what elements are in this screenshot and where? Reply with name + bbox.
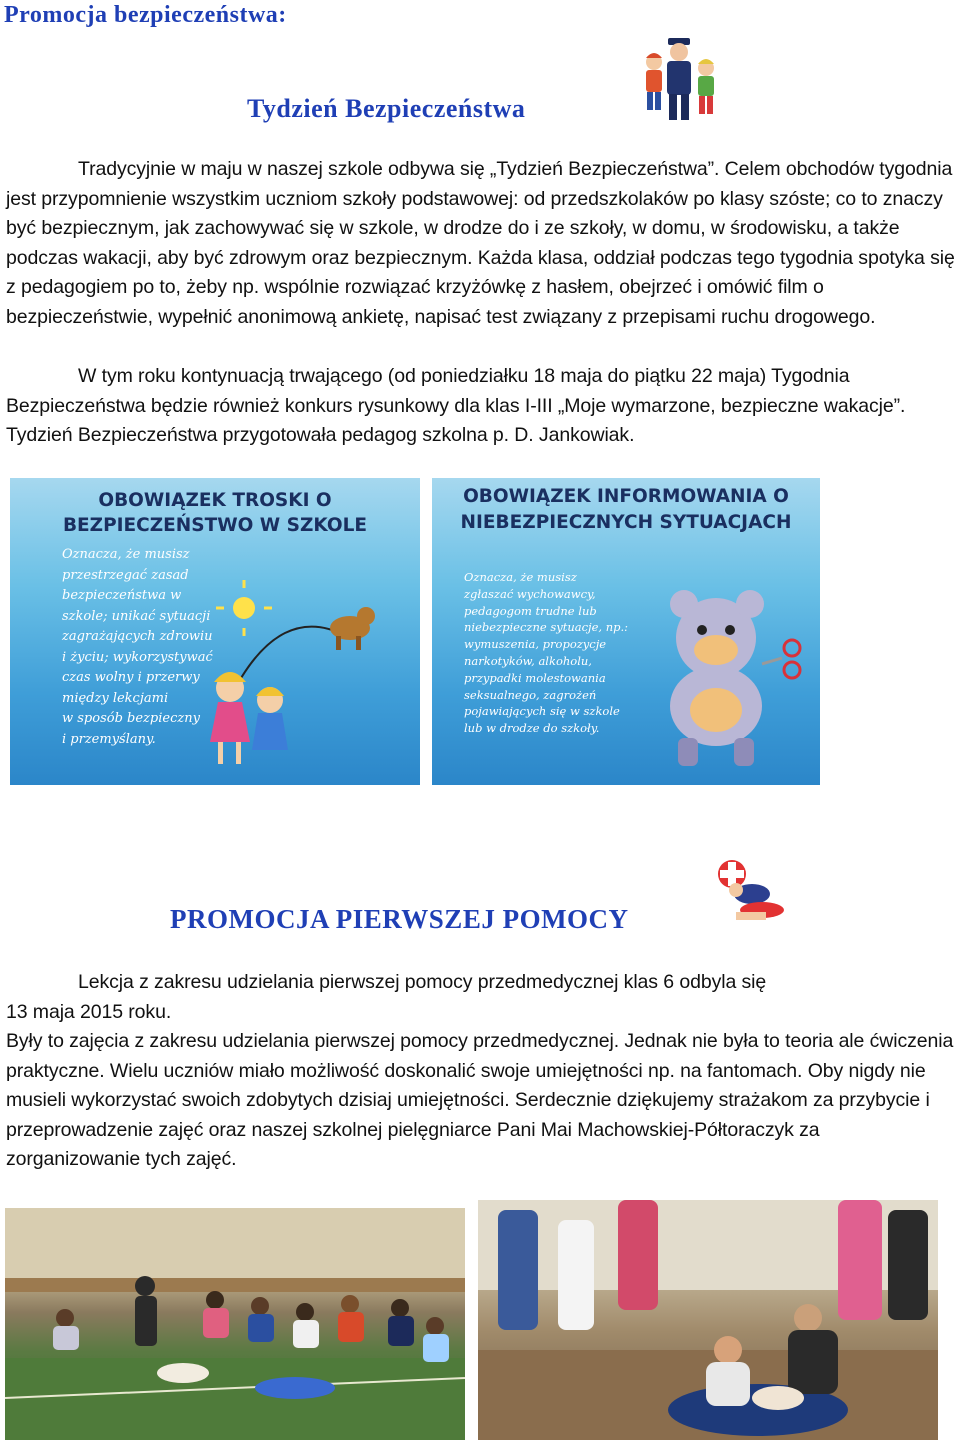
poster-informowanie-niebezpieczne (432, 478, 820, 785)
first-aid-paragraph-line-2: 13 maja 2015 roku. (6, 1000, 172, 1023)
poster-troska-bezpieczenstwo (10, 478, 420, 785)
first-aid-paragraph-rest: Były to zajęcia z zakresu udzielania pierwszej pomocy przedmedycznej. Jednak nie była to teoria ale ćwiczenia praktyczne. Wielu uczniów miało możliwość doskonalić swoje umiejętności np. na fantomach. Oby nigdy nie musieli wykorzystać swoich zdobytych dzisiaj umiejętności. Serdecznie dziękujemy strażakom za przybycie i przeprowadzenie zajęć oraz naszej szkolnej pielęgniarce Pani Mai Machowskiej-Półtoraczyk za zorganizowanie tych zajęć. (6, 1030, 954, 1170)
first-aid-clipart (706, 848, 790, 928)
first-aid-class-photo-2 (478, 1200, 938, 1440)
poster-heading: OBOWIĄZEK INFORMOWANIA O NIEBEZPIECZNYCH SYTUACJACH (460, 486, 792, 533)
bear-illustration (632, 588, 817, 773)
safety-week-paragraph-2-text: W tym roku kontynuacją trwającego (od poniedziałku 18 maja do piątku 22 maja) Tygodnia Bezpieczeństwa będzie również konkurs rysunkowy dla klas I-III „Moje wymarzone, bezpieczne wakacje”. Tydzień Bezpieczeństwa przygotowała pedagog szkolna p. D. Jankowiak. (6, 365, 906, 446)
safety-week-paragraph-2 (6, 362, 956, 451)
first-aid-paragraph (6, 968, 956, 1175)
poster-text: Oznacza, że musisz przestrzegać zasad bezpieczeństwa w szkole; unikać sytuacji zagrażających zdrowiu i życiu; wykorzystywać czas wolny i przerwy między lekcjami w sposób bezpieczny i przemyślany. (62, 547, 213, 747)
poster-text: Oznacza, że musisz zgłaszać wychowawcy, pedagogom trudne lub niebezpieczne sytuacje, np.: wymuszenia, propozycje narkotyków, alkoholu, przypadki molestowania seksualnego, zagrożeń pojawiających się w szkole lub w drodze do szkoły. (464, 570, 629, 736)
children-jump-rope-illustration (200, 578, 410, 778)
poster-heading: OBOWIĄZEK TROSKI O BEZPIECZEŃSTWO W SZKOLE (62, 490, 368, 536)
police-children-clipart (636, 30, 726, 122)
section-title-first-aid: PROMOCJA PIERWSZEJ POMOCY (170, 904, 629, 934)
page-title: Promocja bezpieczeństwa: (4, 2, 287, 28)
safety-week-paragraph-1 (6, 155, 956, 332)
first-aid-paragraph-line-1: Lekcja z zakresu udzielania pierwszej pomocy przedmedycznej klas 6 odbyla się (78, 971, 767, 993)
section-title-safety-week: Tydzień Bezpieczeństwa (247, 94, 526, 123)
first-aid-class-photo-1 (5, 1208, 465, 1440)
safety-week-paragraph-1-text: Tradycyjnie w maju w naszej szkole odbywa się „Tydzień Bezpieczeństwa”. Celem obchodów tygodnia jest przypomnienie wszystkim uczniom szkoły podstawowej: od przedszkolaków po klasy szóste; co to znaczy być bezpiecznym, jak zachowywać się w szkole, w drodze do i ze szkoły, w domu, w środowisku, a także podczas wakacji, aby być zdrowym oraz bezpiecznym. Każda klasa, oddział podczas tego tygodnia spotyka się z pedagogiem po to, żeby np. wspólnie rozwiązać krzyżówkę z hasłem, obejrzeć i omówić film o bezpieczeństwie, wypełnić anonimową ankietę, napisać test związany z przepisami ruchu drogowego. (6, 158, 955, 328)
